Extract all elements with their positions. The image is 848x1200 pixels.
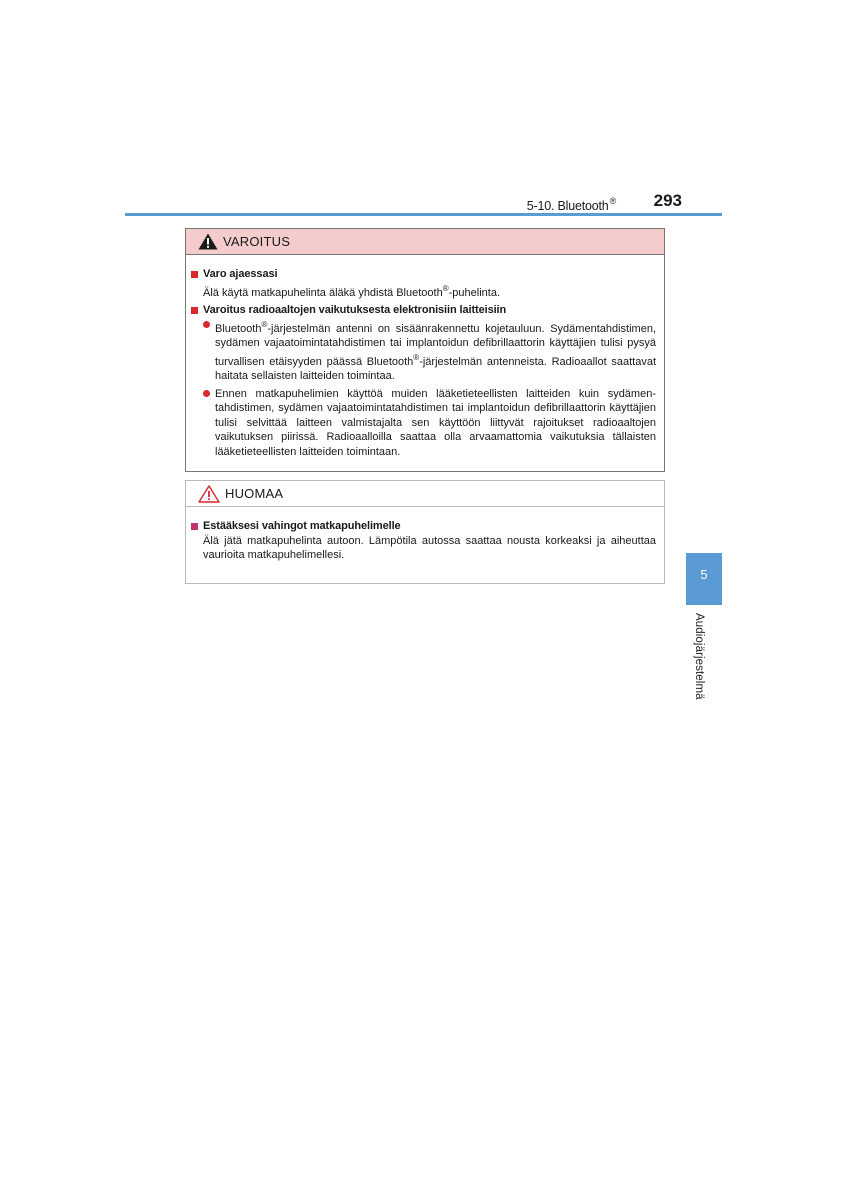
page-number: 293	[653, 191, 682, 210]
square-bullet-icon	[191, 307, 198, 314]
chapter-tab: 5	[686, 553, 722, 605]
warning-triangle-icon	[198, 233, 218, 250]
caution-triangle-icon	[198, 485, 220, 503]
warning-content	[186, 255, 664, 459]
notice-titlebar	[186, 481, 664, 507]
section-title: 5-10. Bluetooth®	[526, 196, 616, 213]
round-bullet-icon	[203, 390, 210, 397]
registered-mark: ®	[609, 196, 616, 206]
notice-box	[185, 480, 665, 584]
notice-heading: Estääksesi vahingot matkapuhelimelle	[190, 519, 656, 534]
notice-text: Älä jätä matkapuhelinta autoon. Lämpötila autossa saattaa nousta korkeaksi ja aiheuttaa vaurioita matkapuhelimellesi.	[203, 534, 656, 561]
warning-bullet-2: Ennen matkapuhelimien käyttöä muiden lääketieteellisten laitteiden kuin sydämentahdistimen, sydämen vajaatoimintatahdistimen tai implantoidun defibrillaattorin käyttäjien tulisi selvittää laitteen valmistajalta sen käyttöön liittyvät rajoitukset radioaaltojen vaikutuksen piirissä. Radioaalloilla saattaa olla arvaamattomia vaikutuksia tällaisten lääketieteellisten laitteiden toimintaan.	[190, 387, 656, 460]
square-bullet-icon	[191, 523, 198, 530]
warning-text-1: Älä käytä matkapuhelinta äläkä yhdistä Bluetooth®-puhelinta.	[203, 283, 500, 299]
header-rule	[125, 213, 722, 216]
warning-titlebar	[186, 229, 664, 255]
warning-heading-2: Varoitus radioaaltojen vaikutuksesta elektronisiin laitteisiin	[190, 303, 656, 318]
round-bullet-icon	[203, 321, 210, 328]
warning-box	[185, 228, 665, 472]
warning-title: VAROITUS	[223, 234, 291, 249]
notice-title: HUOMAA	[225, 486, 284, 501]
warning-bullet-1: Bluetooth®-järjestelmän antenni on sisäänrakennettu kojetauluun. Sydämentahdistimen, sydämen vajaatoimintatahdistimen tai implantoidun defibrillaattorin käyttäjien tulisi pysyä turvallisen etäisyyden päässä Bluetooth®-järjestelmän antenneista. Radioaallot saattavat haitata sellaisten laitteiden toimintaa.	[190, 318, 656, 384]
notice-content	[186, 507, 664, 563]
square-bullet-icon	[191, 271, 198, 278]
page-header	[125, 190, 722, 216]
warning-heading-1: Varo ajaessasi	[190, 267, 656, 282]
chapter-title: Audiojärjestelmä	[693, 613, 705, 700]
